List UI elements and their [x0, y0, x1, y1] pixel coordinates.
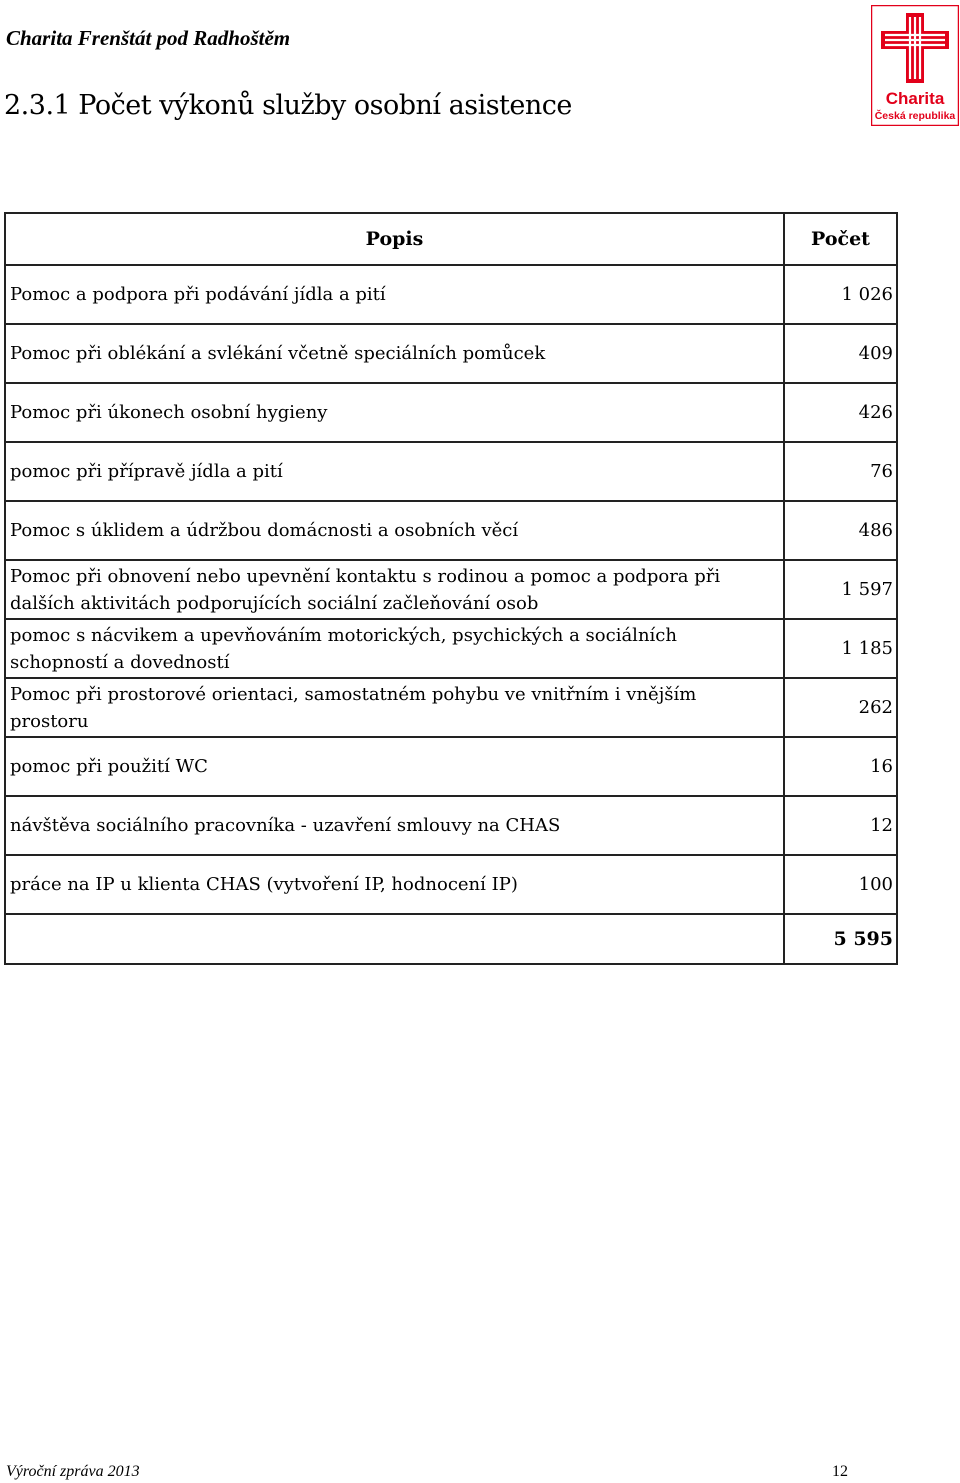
charita-logo [871, 5, 959, 126]
table-header-row [5, 213, 897, 265]
logo-text-charita: Charita [885, 89, 945, 108]
footer-report-title: Výroční zpráva 2013 [6, 1463, 140, 1480]
row-description: návštěva sociálního pracovníka - uzavření smlouvy na CHAS [5, 796, 784, 855]
row-count: 262 [784, 678, 897, 737]
row-count: 409 [784, 324, 897, 383]
row-description: Pomoc při oblékání a svlékání včetně speciálních pomůcek [5, 324, 784, 383]
row-description: Pomoc při prostorové orientaci, samostatném pohybu ve vnitřním i vnějším prostoru [5, 678, 784, 737]
table-row [5, 383, 897, 442]
table-row [5, 501, 897, 560]
row-count: 76 [784, 442, 897, 501]
table-row [5, 678, 897, 737]
table-row [5, 324, 897, 383]
total-label-cell [5, 914, 784, 964]
table-row [5, 619, 897, 678]
row-count: 1 597 [784, 560, 897, 619]
column-header-count: Počet [784, 213, 897, 265]
logo-text-country: Česká republika [874, 110, 956, 122]
table-row [5, 737, 897, 796]
row-count: 12 [784, 796, 897, 855]
total-count: 5 595 [784, 914, 897, 964]
table-row [5, 265, 897, 324]
row-description: pomoc s nácvikem a upevňováním motorických, psychických a sociálních schopností a dovedností [5, 619, 784, 678]
row-count: 1 185 [784, 619, 897, 678]
row-description: pomoc při použití WC [5, 737, 784, 796]
row-description: práce na IP u klienta CHAS (vytvoření IP, hodnocení IP) [5, 855, 784, 914]
section-title: 2.3.1 Počet výkonů služby osobní asistence [4, 90, 572, 121]
row-count: 1 026 [784, 265, 897, 324]
column-header-description: Popis [5, 213, 784, 265]
row-count: 426 [784, 383, 897, 442]
organization-name: Charita Frenštát pod Radhoštěm [6, 26, 291, 50]
row-count: 16 [784, 737, 897, 796]
row-description: Pomoc s úklidem a údržbou domácnosti a osobních věcí [5, 501, 784, 560]
row-count: 486 [784, 501, 897, 560]
table-row [5, 855, 897, 914]
row-count: 100 [784, 855, 897, 914]
table-row [5, 442, 897, 501]
services-table [4, 212, 898, 965]
row-description: pomoc při přípravě jídla a pití [5, 442, 784, 501]
table-row [5, 796, 897, 855]
table-row [5, 560, 897, 619]
row-description: Pomoc a podpora při podávání jídla a pití [5, 265, 784, 324]
row-description: Pomoc při úkonech osobní hygieny [5, 383, 784, 442]
page-number: 12 [832, 1463, 848, 1480]
row-description: Pomoc při obnovení nebo upevnění kontaktu s rodinou a pomoc a podpora při dalších aktivitách podporujících sociální začleňování osob [5, 560, 784, 619]
total-row [5, 914, 897, 964]
